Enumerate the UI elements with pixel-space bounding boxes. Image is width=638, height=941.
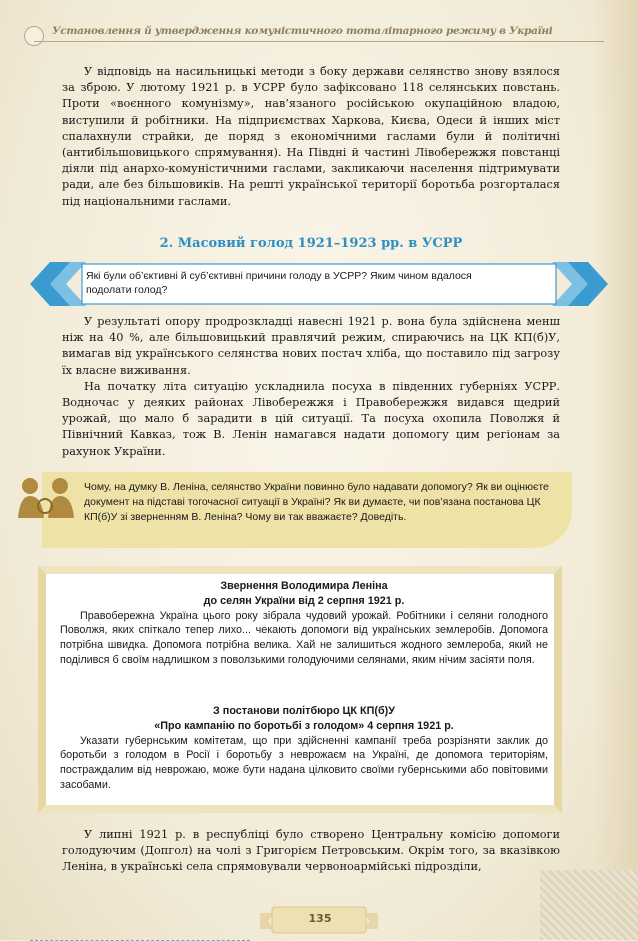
closing-paragraph-block <box>62 827 560 876</box>
document-politburo <box>60 704 548 793</box>
section-title: 2. Масовий голод 1921–1923 рр. в УСРР <box>159 236 463 251</box>
document-title: З постанови політбюро ЦК КП(б)У <box>213 705 395 717</box>
document-lenin <box>60 579 548 668</box>
thinkers-icon <box>14 474 80 520</box>
document-text: Указати губернським комітетам, що при здійсненні кампанії треба розрізняти заклик до боротьби з голодом в Росії і боротьбу з неврожаєм на Україні, де допомога територіям, постраждалим від неврожаю, може бути надана цілковито своїми губернськими або повітовими засобами. <box>60 734 548 791</box>
page-number: 135 <box>308 912 332 925</box>
document-title: Звернення Володимира Леніна <box>220 580 388 592</box>
paragraph-drought: На початку літа ситуацію ускладнила посуха в південних губерніях УСРР. Водночас у деяких районах Лівобережжя і Правобережжя видався щедрий урожай, що мало б зарадити в цій ситуації. Та посуха охопила Поволжя й Північний Кавказ, тож В. Ленін намагався надати допомогу цим регіонам за рахунок України. <box>62 379 560 458</box>
intro-paragraph-block <box>62 64 560 210</box>
paragraph-requisition: У результаті опору продрозкладці навесні 1921 р. вона була здійснена менш ніж на 40 %, але більшовицький правлячий режим, спираючись на ЦК КП(б)У, вимагав від українського селянства нових постач хліба, що поставило під загрозу їх власне виживання. <box>62 315 560 377</box>
page-edge-shading <box>594 0 638 940</box>
header-ornament <box>24 26 44 46</box>
document-subtitle: «Про кампанію по боротьбі з голодом» 4 серпня 1921 р. <box>154 719 454 732</box>
main-paragraphs <box>62 314 560 460</box>
header-rule <box>34 41 604 42</box>
think-prompt-text: Чому, на думку В. Леніна, селянство України повинно було надавати допомогу? Як ви оцінюєте документ на підставі тогочасної ситуації в Україні? Як ви думаєте, чи пов’язана постанова ЦК КП(б)У зі зверненням В. Леніна? Чому ви так вважаєте? Доведіть. <box>84 481 549 523</box>
running-title: Установлення й утвердження комуністичного тоталітарного режиму в Україні <box>52 25 553 37</box>
page-header <box>0 20 638 46</box>
document-subtitle: до селян України від 2 серпня 1921 р. <box>203 594 405 607</box>
section-question: Які були об’єктивні й суб’єктивні причини голоду в УСРР? Яким чином вдалося подолати голод? <box>86 270 472 296</box>
document-text: Правобережна Україна цього року зібрала чудовий урожай. Робітники і селяни голодного Поволжя, яких спіткало тепер лихо... чекають допомоги від українських землеробів. Допомога потрібна швидка. Допомога потрібна велика. Хай не залишиться жодного землероба, який не поділився б своїм надлишком з поволзькими голодуючими селянами, яким нічим засіяти поля. <box>60 609 548 666</box>
corner-ornament <box>540 870 638 940</box>
intro-paragraph: У відповідь на насильницькі методи з боку держави селянство знову взялося за зброю. У лютому 1921 р. в УСРР було зафіксовано 118 селянських повстань. Проти «воєнного комунізму», нав’язаного російською окупаційною владою, виступили й робітники. На підприємствах Харкова, Києва, Одеси й інших міст спалахнули страйки, де поряд з економічними гаслами були й політичні (антибільшовицького спрямування). На Півдні й частині Лівобережжя повстанці діяли під анархо-комуністичними гаслами, закликаючи населення підтримувати ради, але без більшовиків. На решті української території боротьба розгорталася під національними гаслами. <box>62 65 560 208</box>
closing-paragraph: У липні 1921 р. в республіці було створено Центральну комісію допомоги голодуючим (Допгол) на чолі з Григорієм Петровським. Окрім того, за вказівкою Леніна, в українські села спрямовували червоноармійські підрозділи, <box>62 828 560 874</box>
